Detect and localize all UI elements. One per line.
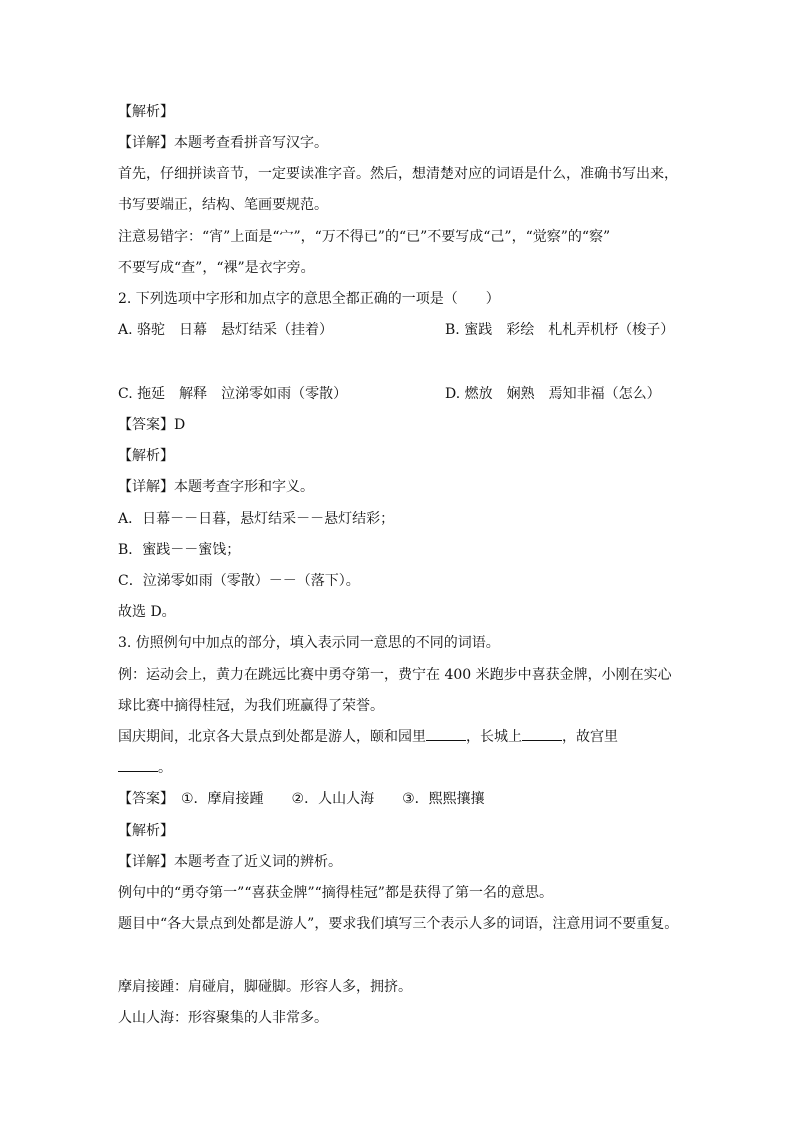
answer-line: 【答案】D (118, 417, 186, 433)
paragraph-line: 题目中“各大景点到处都是游人”，要求我们填写三个表示人多的词语，注意用词不要重复。 (118, 916, 679, 932)
fill-in-sentence (118, 728, 618, 746)
detail-heading: 【详解】本题考查字形和字义。 (118, 479, 314, 495)
paragraph-line: 首先，仔细拼读音节，一定要读准字音。然后，想清楚对应的词语是什么，准确书写出来， (118, 166, 678, 182)
fill-blank-3[interactable] (118, 759, 158, 772)
paragraph-line: 书写要端正，结构、笔画要规范。 (118, 197, 328, 213)
fill-in-text: 。 (158, 760, 172, 776)
fill-in-sentence-end (118, 759, 172, 777)
option-a: A. 骆驼 日幕 悬灯结采（挂着） (118, 322, 334, 338)
option-d: D. 燃放 娴熟 焉知非福（怎么） (445, 386, 661, 402)
paragraph-line: 例句中的“勇夺第一”“喜获金牌”“摘得桂冠”都是获得了第一名的意思。 (118, 885, 553, 901)
section-heading-analysis: 【解析】 (118, 104, 174, 120)
example-line: 球比赛中摘得桂冠，为我们班赢得了荣誉。 (118, 698, 384, 714)
fill-in-text: ，故宫里 (562, 729, 618, 745)
fill-in-text: ，长城上 (466, 729, 522, 745)
question-3-stem: 3. 仿照例句中加点的部分，填入表示同一意思的不同的词语。 (118, 635, 500, 651)
option-c: C. 拖延 解释 泣涕零如雨（零散） (118, 386, 348, 402)
paragraph-line: 故选 D。 (118, 604, 176, 620)
paragraph-line: 不要写成“查”，“裸”是衣字旁。 (118, 260, 315, 276)
option-b: B. 蜜践 彩绘 札札弄机杼（梭子） (445, 322, 675, 338)
section-heading-analysis: 【解析】 (118, 823, 174, 839)
fill-blank-1[interactable] (426, 728, 466, 741)
paragraph-line: 人山人海：形容聚集的人非常多。 (118, 1010, 328, 1026)
fill-in-text: 国庆期间，北京各大景点到处都是游人，颐和园里 (118, 729, 426, 745)
detail-heading: 【详解】本题考查看拼音写汉字。 (118, 135, 328, 151)
question-2-stem: 2. 下列选项中字形和加点字的意思全都正确的一项是（ ） (118, 291, 500, 307)
paragraph-line: A．日幕－－日暮，悬灯结采－－悬灯结彩； (118, 511, 395, 527)
paragraph-line: B．蜜践－－蜜饯； (118, 542, 241, 558)
paragraph-line: 注意易错字：“宵”上面是“宀”，“万不得已”的“已”不要写成“己”，“觉察”的“察” (118, 229, 611, 245)
paragraph-line: C．泣涕零如雨（零散）－－（落下）。 (118, 573, 360, 589)
detail-heading: 【详解】本题考查了近义词的辨析。 (118, 854, 342, 870)
paragraph-line: 摩肩接踵：肩碰肩，脚碰脚。形容人多，拥挤。 (118, 979, 412, 995)
example-line: 例：运动会上，黄力在跳远比赛中勇夺第一，费宁在 400 米跑步中喜获金牌，小刚在实心 (118, 667, 672, 683)
answer-line: 【答案】 ①．摩肩接踵 ②．人山人海 ③．熙熙攘攘 (118, 791, 485, 807)
section-heading-analysis: 【解析】 (118, 448, 174, 464)
fill-blank-2[interactable] (522, 728, 562, 741)
